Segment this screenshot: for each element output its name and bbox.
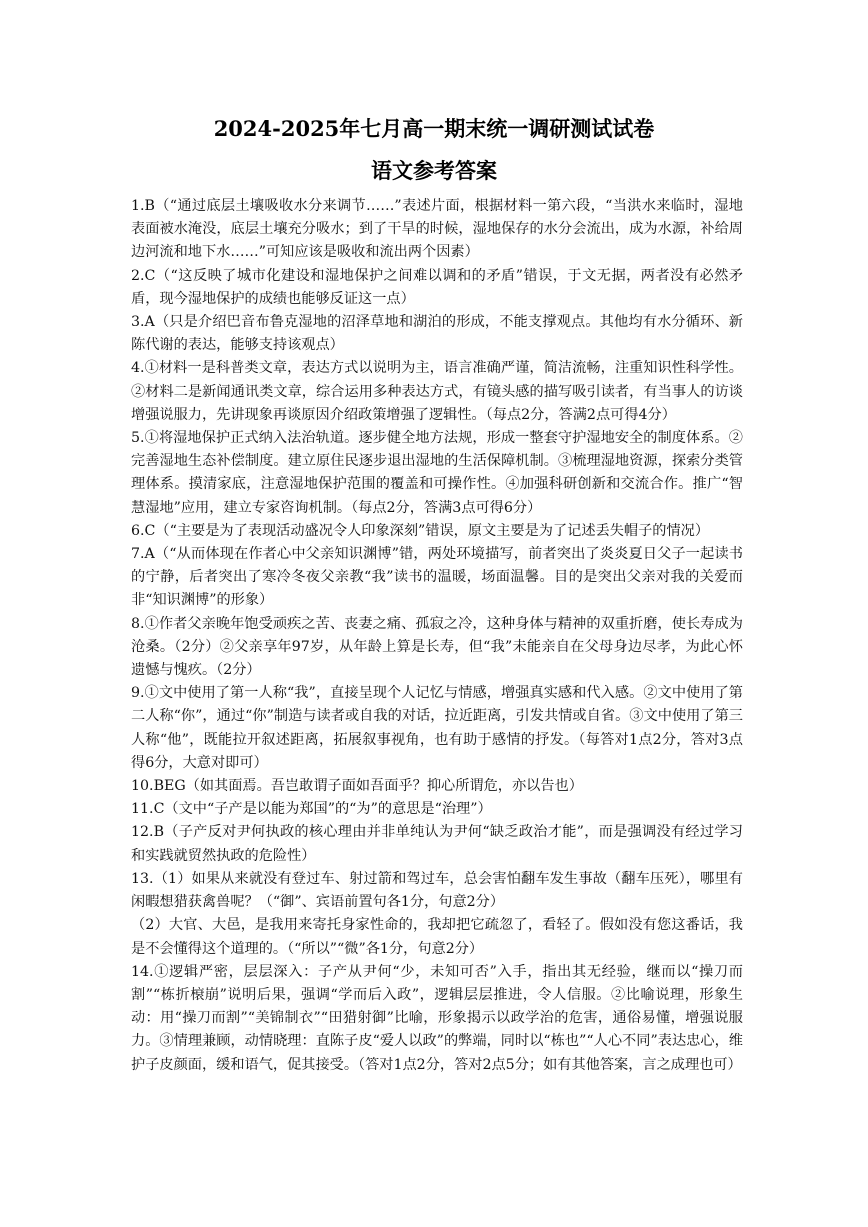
answer-item-10: 10.BEG（如其面焉。吾岂敢谓子面如吾面乎？抑心所谓危，亦以告也） xyxy=(131,778,583,795)
answer-item-9: 9.①文中使用了第一人称“我”，直接呈现个人记忆与情感，增强真实感和代入感。②文中使用了第二人称“你”，通过“你”制造与读者或自我的对话，拉近距离，引发共情或自省。③文中使用了第三人称“他”，既能拉开叙述距离，拓展叙事视角，也有助于感情的抒发。（每答对1点2分，答对3点得6分，大意对即可） xyxy=(131,685,743,771)
answer-item-5: 5.①将湿地保护正式纳入法治轨道。逐步健全地方法规，形成一整套守护湿地安全的制度体系。②完善湿地生态补偿制度。建立原住民逐步退出湿地的生活保障机制。③梳理湿地资源，探索分类管理体系。摸清家底，注意湿地保护范围的覆盖和可操作性。④加强科研创新和交流合作。推广“智慧湿地”应用，建立专家咨询机制。（每点2分，答满3点可得6分） xyxy=(131,430,743,516)
answer-item-7: 7.A（“从而体现在作者心中父亲知识渊博”错，两处环境描写，前者突出了炎炎夏日父子一起读书的宁静，后者突出了寒冷冬夜父亲教“我”读书的温暖，场面温馨。目的是突出父亲对我的关爱而非“知识渊博”的形象） xyxy=(131,546,743,609)
answer-item-3: 3.A（只是介绍巴音布鲁克湿地的沼泽草地和湖泊的形成，不能支撑观点。其他均有水分循环、新陈代谢的表达，能够支持该观点） xyxy=(131,314,743,354)
answer-item-11: 11.C（文中“子产是以能为郑国”的“为”的意思是“治理”） xyxy=(131,801,492,818)
answer-item-13-2: （2）大官、大邑，是我用来寄托身家性命的，我却把它疏忽了，看轻了。假如没有您这番话，我是不会懂得这个道理的。（“所以”“微”各1分，句意2分） xyxy=(131,917,743,957)
answer-item-12: 12.B（子产反对尹何执政的核心理由并非单纯认为尹何“缺乏政治才能”，而是强调没有经过学习和实践就贸然执政的危险性） xyxy=(131,824,743,864)
answer-item-2: 2.C（“这反映了城市化建设和湿地保护之间难以调和的矛盾”错误，于文无据，两者没有必然矛盾，现今湿地保护的成绩也能够反证这一点） xyxy=(131,267,743,307)
answer-item-1: 1.B（“通过底层土壤吸收水分来调节……”表述片面，根据材料一第六段，“当洪水来临时，湿地表面被水淹没，底层土壤充分吸水；到了干旱的时候，湿地保存的水分会流出，成为水源，补给周边河流和地下水……”可知应该是吸收和流出两个因素） xyxy=(131,198,743,261)
answer-item-8: 8.①作者父亲晚年饱受顽疾之苦、丧妻之痛、孤寂之冷，这种身体与精神的双重折磨，使长寿成为沧桑。（2分）②父亲享年97岁，从年龄上算是长寿，但“我”未能亲自在父母身边尽孝，为此心怀遗憾与愧疚。（2分） xyxy=(131,615,743,679)
answer-item-14: 14.①逻辑严密，层层深入：子产从尹何“少，未知可否”入手，指出其无经验，继而以“操刀而割”“栋折榱崩”说明后果，强调“学而后入政”，逻辑层层推进，令人信服。②比喻说理，形象生动：用“操刀而割”“美锦制衣”“田猎射御”比喻，形象揭示以政学治的危害，通俗易懂，增强说服力。③情理兼顾，动情晓理：直陈子皮“爱人以政”的弊端，同时以“栋也”“人心不同”表达忠心，维护子皮颜面，缓和语气，促其接受。（答对1点2分，答对2点5分；如有其他答案，言之成理也可） xyxy=(131,963,743,1073)
page-title: 2024-2025年七月高一期末统一调研测试试卷 xyxy=(213,116,655,141)
answer-item-13-1: 13.（1）如果从来就没有登过车、射过箭和驾过车，总会害怕翻车发生事故（翻车压死），哪里有闲暇想猎获禽兽呢？（“御”、宾语前置句各1分，句意2分） xyxy=(131,870,743,911)
page-subtitle: 语文参考答案 xyxy=(371,158,497,183)
answer-item-4: 4.①材料一是科普类文章，表达方式以说明为主，语言准确严谨，简洁流畅，注重知识性科学性。②材料二是新闻通讯类文章，综合运用多种表达方式，有镜头感的描写吸引读者，有当事人的访谈增强说服力，先讲现象再谈原因介绍政策增强了逻辑性。（每点2分，答满2点可得4分） xyxy=(131,360,743,423)
answer-item-6: 6.C（“主要是为了表现活动盛况令人印象深刻”错误，原文主要是为了记述丢失帽子的情况） xyxy=(131,522,710,539)
answer-list xyxy=(131,195,743,1077)
